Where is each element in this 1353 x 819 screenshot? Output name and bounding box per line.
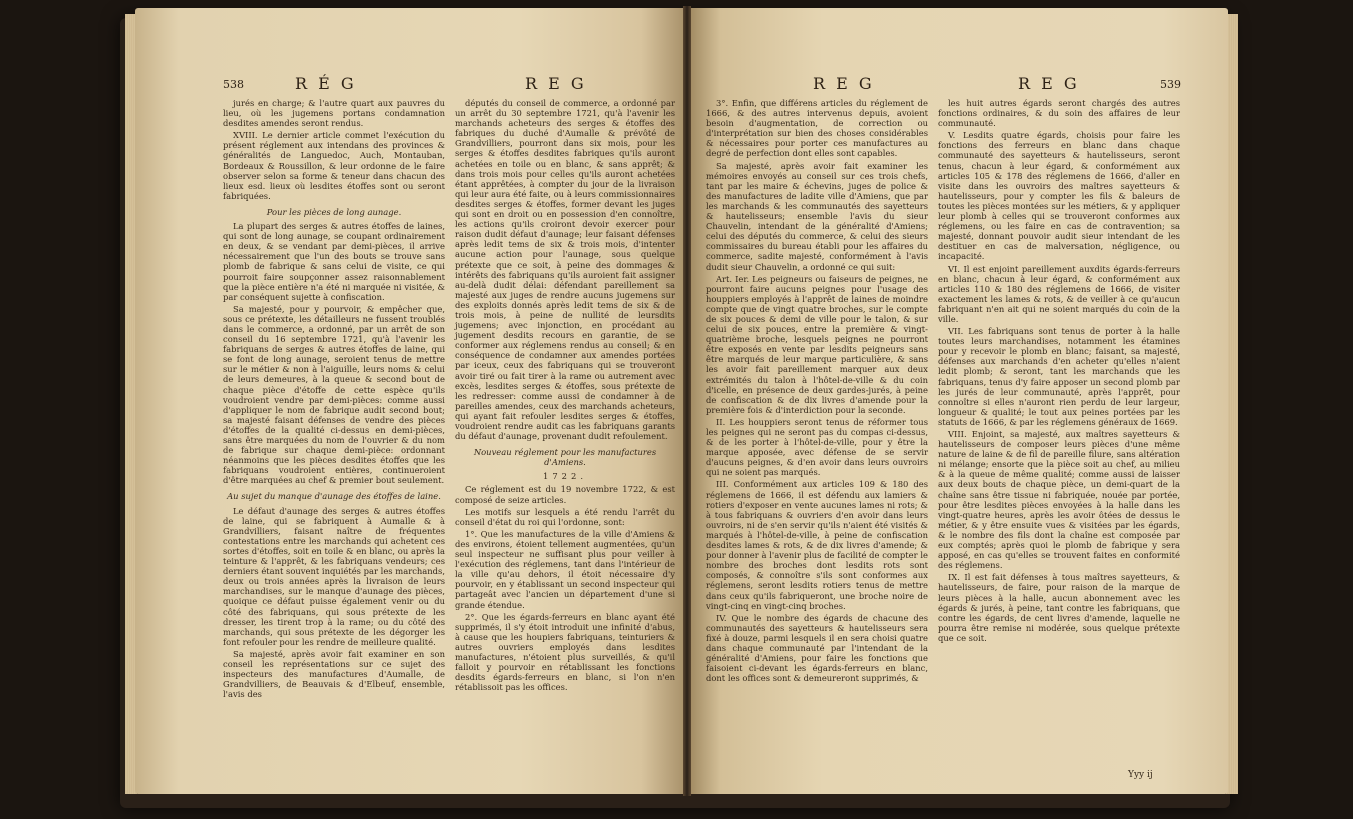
paragraph: jurés en charge; & l'autre quart aux pauvres du lieu, où les jugemens portans condamnation desdites amendes seront rendus. (223, 98, 445, 129)
paragraph: XVIII. Le dernier article commet l'exécution du présent réglement aux intendans des provinces & généralités de Languedoc, Auch, Montauban, Bordeaux & Roussillon, & leur ordonne de le faire observer selon sa forme & teneur dans chacun des lieux esd. lieux où lesdites étoffes sont ou seront fabriquées. (223, 130, 445, 201)
paragraph: VII. Les fabriquans sont tenus de porter à la halle toutes leurs marchandises, notamment les étamines pour y recevoir le plomb en blanc; faisant, sa majesté, défenses aux marchands d'en acheter qu'elles n'aient ledit plomb; & seront, tant les marchands que les fabriquans, tenus d'y faire apposer un second plomb par les jurés de leur communauté, après l'apprêt, pour connoître si elles n'auront rien perdu de leur largeur, longueur & qualité; le tout aux peines portées par les statuts de 1666, & par les réglemens généraux de 1669. (938, 326, 1180, 427)
paragraph: IV. Que le nombre des égards de chacune des communautés des sayetteurs & hautelisseurs sera fixé à douze, parmi lesquels il en sera choisi quatre dans chaque communauté par l'intendant de la généralité d'Amiens, pour faire les fonctions que faisoient ci-devant les égards-ferreurs en blanc, dont les offices sont & demeureront supprimés, & (706, 612, 928, 684)
paragraph: Le défaut d'aunage des serges & autres étoffes de laine, qui se fabriquent à Aumalle & à Grandvilliers, faisant naître de fréquentes contestations entre les marchands qui achetent ces sortes d'étoffes, soit en toile & en blanc, ou après la teinture & l'apprêt, & les fabriquans vendeurs; ces derniers étant souvent inquiétés par les marchands, deux ou trois années après la livraison de leurs marchandises, sur le manque d'aunage des pièces, quoique ce défaut puisse également venir ou du côté des fabriquans, qui sous prétexte de les dresser, les tirent trop à la rame; ou du côté des marchands, qui sous prétexte de les dégorger les font refouler pour les rendre de meilleure qualité. (223, 505, 445, 647)
paragraph: VI. Il est enjoint pareillement auxdits égards-ferreurs en blanc, chacun à leur égard, & conformément aux articles 110 & 180 des réglemens de 1666, de visiter exactement les lames & rots, & de veiller à ce qu'aucun fabriquant n'en ait qui ne soient marqués du coin de la ville. (938, 263, 1180, 324)
paragraph: députés du conseil de commerce, a ordonné par un arrêt du 30 septembre 1721, qu'à l'avenir les marchands acheteurs des serges & étoffes des fabriques du duché d'Aumalle & prévôté de Grandvilliers, pourront dans six mois, pour les serges & étoffes desdites fabriques qu'ils auront achetées en toile ou en blanc, & sans apprêt; & dans trois mois pour celles qu'ils auront achetées étant apprêtées, à compter du jour de la livraison qui leur aura été faite, ou à leurs commissionnaires desdites serges & étoffes, former devant les juges qui sont en droit ou en possession d'en connoître, les actions qu'ils croiront devoir exercer pour raison dudit défaut d'aunage; leur faisant défenses après ledit tems de six & trois mois, d'intenter aucune action pour l'aunage, sous quelque prétexte que ce soit, à peine des dommages & intérêts des fabriquans qu'ils auroient fait assigner au-delà dudit délai: défendant pareillement sa majesté aux juges de rendre aucuns jugemens sur des exploits donnés après ledit tems de six & de trois mois, à peine de nullité de leursdits jugemens; avec injonction, en procédant au jugement desdits recours en garantie, de se conformer aux réglemens rendus au conseil; & en conséquence de condamner aux amendes portées par iceux, ceux des fabriquans qui se trouveront avoir tiré ou fait tirer à la rame ou autrement avec excès, lesdites serges & étoffes, sous prétexte de les redresser: comme aussi de condamner à de pareilles amendes, ceux des marchands acheteurs, qui ayant fait refouler lesdites serges & étoffes, voudroient rendre audit cas les fabriquans garants du défaut d'aunage, provenant dudit refoulement. (455, 98, 675, 442)
paragraph: IX. Il est fait défenses à tous maîtres sayetteurs, & hautelisseurs, de faire, pour raison de la marque de leurs pièces à la halle, aucun abonnement avec les égards & jurés, à peine, tant contre les fabriquans, que contre les égards, de cent livres d'amende, laquelle ne pourra être remise ni modérée, sous quelque prétexte que ce soit. (938, 572, 1180, 643)
paragraph: La plupart des serges & autres étoffes de laines, qui sont de long aunage, se coupant ordinairement en deux, & se vendant par demi-pièces, il arrive nécessairement que l'un des bouts se trouve sans plomb de fabrique & sans celui de visite, ce qui pourroit faire soupçonner assez raisonnablement que la pièce entière n'a été ni marquée ni visitée, & par conséquent sujette à confiscation. (223, 221, 445, 302)
right-page (688, 8, 1228, 794)
paragraph: III. Conformément aux articles 109 & 180 des réglemens de 1666, il est défendu aux lamiers & rotiers d'exposer en vente aucunes lames ni rots; & à tous fabriquans & ouvriers d'en avoir dans leurs ouvroirs, ni de s'en servir qu'ils n'aient été visités & marqués à l'hôtel-de-ville, à peine de confiscation desdites lames & rots, & de dix livres d'amende; & pour donner à l'avenir plus de facilité de compter le nombre des broches dont lesdits rots sont composés, & connoître s'ils sont conformes aux réglemens, seront lesdits rotiers tenus de mettre dans ceux qu'ils fabriqueront, une broche noire de vingt-cinq en vingt-cinq broches. (706, 479, 928, 611)
paragraph: 2°. Que les égards-ferreurs en blanc ayant été supprimés, il s'y étoit introduit une infinité d'abus, à cause que les houpiers fabriquans, teinturiers & autres ouvriers employés dans lesdites manufactures, n'étoient plus surveillés, & qu'il falloit y pourvoir en rétablissant les fonctions desdits égards-ferreurs en blanc, si l'on n'en rétablissoit pas les offices. (455, 611, 675, 693)
running-head: R E G (813, 74, 875, 93)
paragraph: Sa majesté, après avoir fait examiner en son conseil les représentations sur ce sujet des inspecteurs des manufactures d'Aumalle, de Grandvilliers, de Beauvais & d'Elbeuf, ensemble, l'avis des (223, 648, 445, 700)
paragraph: Sa majesté, après avoir fait examiner les mémoires envoyés au conseil sur ces trois chefs, tant par les maire & échevins, juges de police & des manufactures de ladite ville d'Amiens, que par les marchands & les communautés des sayetteurs & hautelisseurs; ensemble l'avis du sieur Chauvelin, intendant de la généralité d'Amiens; celui des députés du commerce, & celui des sieurs commissaires du bureau établi pour les affaires du commerce, sadite majesté, conformément à l'avis dudit sieur Chauvelin, a ordonné ce qui suit: (706, 160, 928, 272)
book-gutter (683, 6, 691, 796)
running-head: R E G (1018, 74, 1080, 93)
text-column (938, 98, 1180, 645)
page-number: 539 (1160, 78, 1181, 91)
left-page (135, 8, 685, 794)
paragraph: V. Lesdits quatre égards, choisis pour faire les fonctions des ferreurs en blanc dans chaque communauté des sayetteurs & hautelisseurs, seront tenus, chacun à leur égard, & conformément aux articles 105 & 178 des réglemens de 1666, d'aller en visite dans les ouvroirs des maîtres sayetteurs & hautelisseurs, pour y compter les fils & baleurs de toutes les pièces montées sur les métiers, & y appliquer leur plomb à celles qui se trouveront conformes aux réglemens, ou les faire en cas de contravention; sa majesté, donnant pouvoir audit sieur intendant de les destituer en cas de malversation, négligence, ou incapacité. (938, 130, 1180, 262)
text-column (223, 98, 445, 701)
running-head: R É G (295, 74, 357, 93)
text-column (455, 98, 675, 694)
paragraph: II. Les houppiers seront tenus de réformer tous les peignes qui ne seront pas du compas ci-dessus, & de les porter à l'hôtel-de-ville, pour y être la marque apposée, avec défense de se servir d'aucuns peignes, & d'en avoir dans leurs ouvroirs qui ne soient pas marqués. (706, 416, 928, 478)
paragraph: 3°. Enfin, que différens articles du réglement de 1666, & des autres intervenus depuis, avoient besoin d'augmentation, de correction ou d'interprétation sur bien des choses considérables & nécessaires pour porter ces manufactures au degré de perfection dont elles sont capables. (706, 98, 928, 159)
year-heading: 1722. (543, 471, 587, 482)
section-heading: Nouveau réglement pour les manufactures d'Amiens. (473, 447, 657, 468)
paragraph: 1°. Que les manufactures de la ville d'Amiens & des environs, étoient tellement augmentées, qu'un seul inspecteur ne suffisant plus pour veiller à l'exécution des réglemens, tant dans l'intérieur de la ville qu'au dehors, il étoit nécessaire d'y pourvoir, en y établissant un second inspecteur qui partageât avec l'ancien un département d'une si grande étendue. (455, 528, 675, 610)
page-number: 538 (223, 78, 244, 91)
signature-mark: Yyy ij (1128, 770, 1153, 780)
paragraph: Art. Ier. Les peigneurs ou faiseurs de peignes, ne pourront faire aucuns peignes pour l'usage des houppiers employés à l'apprêt de laines de moindre compte que de vingt quatre broches, sur le compte de six pouces & demi de ville pour le talon, & sur celui de six pouces, entre la première & vingt-quatrième broche, lesquels peignes ne pourront être exposés en vente par lesdits peigneurs sans être marqués de leur marque particulière, & sans les avoir fait pareillement marquer aux deux extrémités du talon à l'hôtel-de-ville & du coin d'icelle, en présence de deux gardes-jurés, à peine de confiscation & de dix livres d'amende pour la première fois & d'interdiction pour la seconde. (706, 273, 928, 415)
paragraph: Sa majesté, pour y pourvoir, & empêcher que, sous ce prétexte, les détailleurs ne fussent troublés dans le commerce, a ordonné, par un arrêt de son conseil du 16 septembre 1721, qu'à l'avenir les fabriquans de serges & autres étoffes de laine, qui se font de long aunage, seroient tenus de mettre sur le métier & non à l'aiguille, leurs noms & celui de leurs demeures, à la queue & second bout de chaque pièce d'étoffe de cette espèce qu'ils voudroient vendre par demi-pièces: comme aussi d'appliquer le nom de fabrique audit second bout; sa majesté faisant défenses de vendre des pièces d'étoffes de la qualité ci-dessus en demi-pièces, sans être marquées du nom de l'ouvrier & du nom de fabrique sur chaque demi-pièce: ordonnant néanmoins que les pièces desdites étoffes que les fabriquans voudroient entières, continueroient d'être marquées au chef & premier bout seulement. (223, 303, 445, 486)
paragraph: les huit autres égards seront chargés des autres fonctions ordinaires, & du soin des affaires de leur communauté. (938, 98, 1180, 129)
section-heading: Au sujet du manque d'aunage des étoffes de laine. (227, 491, 441, 502)
paragraph: Les motifs sur lesquels a été rendu l'arrêt du conseil d'état du roi qui l'ordonne, sont: (455, 506, 675, 527)
paragraph: Ce réglement est du 19 novembre 1722, & est composé de seize articles. (455, 484, 675, 505)
paragraph: VIII. Enjoint, sa majesté, aux maîtres sayetteurs & hautelisseurs de composer leurs pièces d'une même nature de laine & de fil de pareille filure, sans altération ni mélange; ensorte que la pièce soit au chef, au milieu & à la queue de même qualité; comme aussi de laisser aux deux bouts de chaque pièce, un demi-quart de la chaîne sans être tissue ni fabriquée, nouée par portée, pour être lesdites pièces envoyées à la halle dans les vingt-quatre heures, après les avoir ôtées de dessus le métier, & y être ensuite vues & visitées par les égards, & le nombre des fils dont la chaîne est composée par eux comptés; après quoi le plomb de fabrique y sera apposé, en cas qu'elles se trouvent faites en conformité des réglemens. (938, 429, 1180, 571)
running-head: R E G (525, 74, 587, 93)
text-column (706, 98, 928, 685)
section-heading: Pour les pièces de long aunage. (266, 206, 402, 217)
